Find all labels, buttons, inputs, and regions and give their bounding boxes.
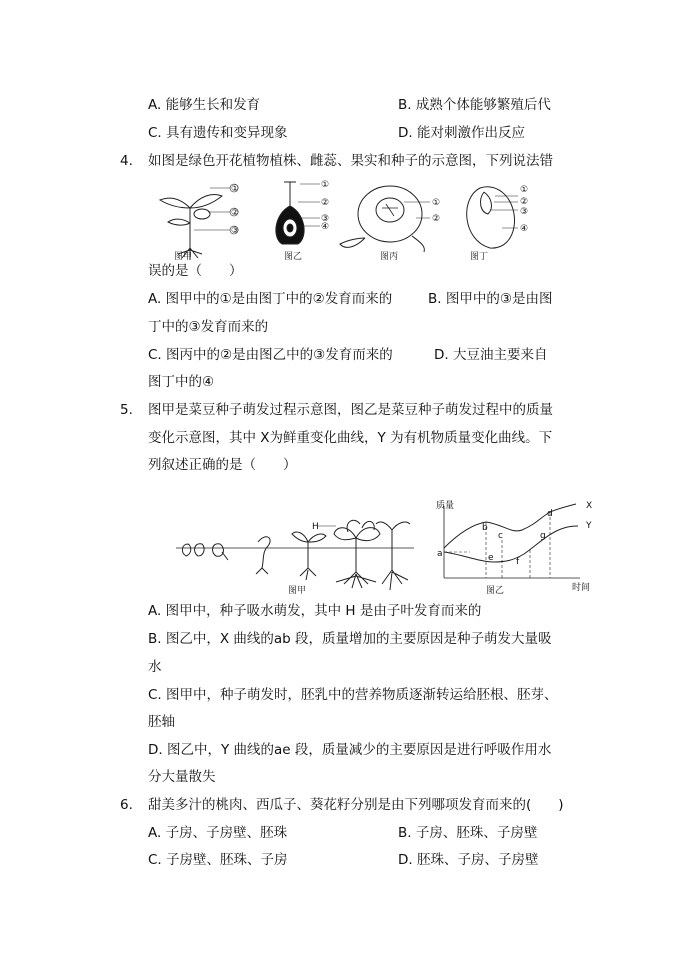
jia-label-1: ① [231, 184, 240, 194]
bing-label-2: ② [432, 214, 441, 224]
q6-option-c: C. 子房壁、胚珠、子房 [148, 852, 288, 868]
bing-label-1: ① [432, 198, 441, 208]
q5-option-c-line1: C. 图甲中，种子萌发时，胚乳中的营养物质逐渐转运给胚根、胚芽、 [148, 687, 558, 703]
q4-number: 4. [120, 153, 133, 169]
ding-label-3: ③ [520, 207, 529, 217]
q3-option-d: D. 能对刺激作出反应 [398, 125, 525, 141]
jia-label-2: ② [231, 208, 240, 218]
q5-caption-jia: 图甲 [288, 586, 307, 596]
q5-option-b-line2: 水 [148, 659, 162, 675]
q5-option-a: A. 图甲中，种子吸水萌发，其中 H 是由子叶发育而来的 [148, 603, 482, 619]
q5-caption-yi: 图乙 [486, 586, 505, 596]
point-e: e [488, 553, 494, 563]
x-axis-label: 时间 [572, 583, 591, 593]
y-axis-label: 质量 [436, 501, 455, 511]
q4-option-b-line2: 丁中的③发育而来的 [148, 319, 269, 335]
yi-label-2: ② [321, 198, 330, 208]
q3-option-a: A. 能够生长和发育 [148, 97, 261, 113]
q4-stem-line1: 如图是绿色开花植物植株、雌蕊、果实和种子的示意图，下列说法错 [148, 153, 553, 169]
q4-option-d-line1: D. 大豆油主要来自 [434, 347, 548, 363]
jia-label-3: ③ [231, 226, 240, 236]
q4-caption-ding: 图丁 [470, 252, 489, 262]
mass-curve-svg [430, 500, 600, 596]
h-label: H [312, 522, 319, 532]
yi-label-4: ④ [321, 222, 330, 232]
q6-stem: 甜美多汁的桃肉、西瓜子、葵花籽分别是由下列哪项发育而来的( ) [148, 797, 564, 813]
q4-figure [150, 178, 540, 262]
point-g: g [540, 531, 546, 541]
q5-stem-line3: 列叙述正确的是（ ） [148, 457, 297, 473]
q4-caption-bing: 图丙 [380, 252, 399, 262]
q5-option-c-line2: 胚轴 [148, 714, 175, 730]
germination-svg [176, 512, 416, 592]
q6-number: 6. [120, 797, 133, 813]
curve-x [444, 504, 576, 548]
q3-option-c: C. 具有遗传和变异现象 [148, 125, 288, 141]
q4-option-a: A. 图甲中的①是由图丁中的②发育而来的 [148, 291, 393, 307]
q4-caption-jia: 图甲 [174, 252, 193, 262]
q5-option-d-line2: 分大量散失 [148, 769, 216, 785]
q4-figure-svg [150, 178, 540, 262]
q6-option-d: D. 胚珠、子房、子房壁 [398, 852, 539, 868]
ding-label-1: ① [520, 185, 529, 195]
curve-y-label: Y [586, 521, 592, 531]
point-f: f [516, 557, 520, 567]
q6-option-b: B. 子房、胚珠、子房壁 [398, 825, 538, 841]
q5-stem-line1: 图甲是菜豆种子萌发过程示意图，图乙是菜豆种子萌发过程中的质量 [148, 402, 553, 418]
point-c: c [498, 531, 503, 541]
q5-stem-line2: 变化示意图，其中 X为鲜重变化曲线，Y 为有机物质量变化曲线。下 [148, 430, 553, 446]
q4-option-c: C. 图丙中的②是由图乙中的③发育而来的 [148, 347, 393, 363]
q4-caption-yi: 图乙 [284, 252, 303, 262]
q5-figure-yi [430, 500, 600, 596]
q6-option-a: A. 子房、子房壁、胚珠 [148, 825, 288, 841]
q4-stem-line2: 误的是（ ） [148, 263, 243, 279]
curve-x-label: X [586, 501, 593, 511]
point-d: d [547, 509, 553, 519]
point-b: b [482, 523, 488, 533]
point-a: a [437, 549, 443, 559]
q5-number: 5. [120, 402, 133, 418]
q4-option-d-line2: 图丁中的④ [148, 374, 215, 390]
ding-label-4: ④ [520, 224, 529, 234]
seed-drawing [467, 187, 518, 248]
yi-label-3: ③ [321, 214, 330, 224]
q5-option-d-line1: D. 图乙中，Y 曲线的ae 段，质量减少的主要原因是进行呼吸作用水 [148, 742, 552, 758]
ding-label-2: ② [520, 197, 529, 207]
yi-label-1: ① [321, 180, 330, 190]
fruit-drawing [340, 186, 430, 252]
plant-drawing [160, 188, 230, 260]
q5-option-b-line1: B. 图乙中，X 曲线的ab 段，质量增加的主要原因是种子萌发大量吸 [148, 631, 552, 647]
q5-figure-jia [176, 512, 416, 592]
q3-option-b: B. 成熟个体能够繁殖后代 [398, 97, 551, 113]
pistil-drawing [276, 182, 320, 244]
q4-option-b-line1: B. 图甲中的③是由图 [428, 291, 553, 307]
